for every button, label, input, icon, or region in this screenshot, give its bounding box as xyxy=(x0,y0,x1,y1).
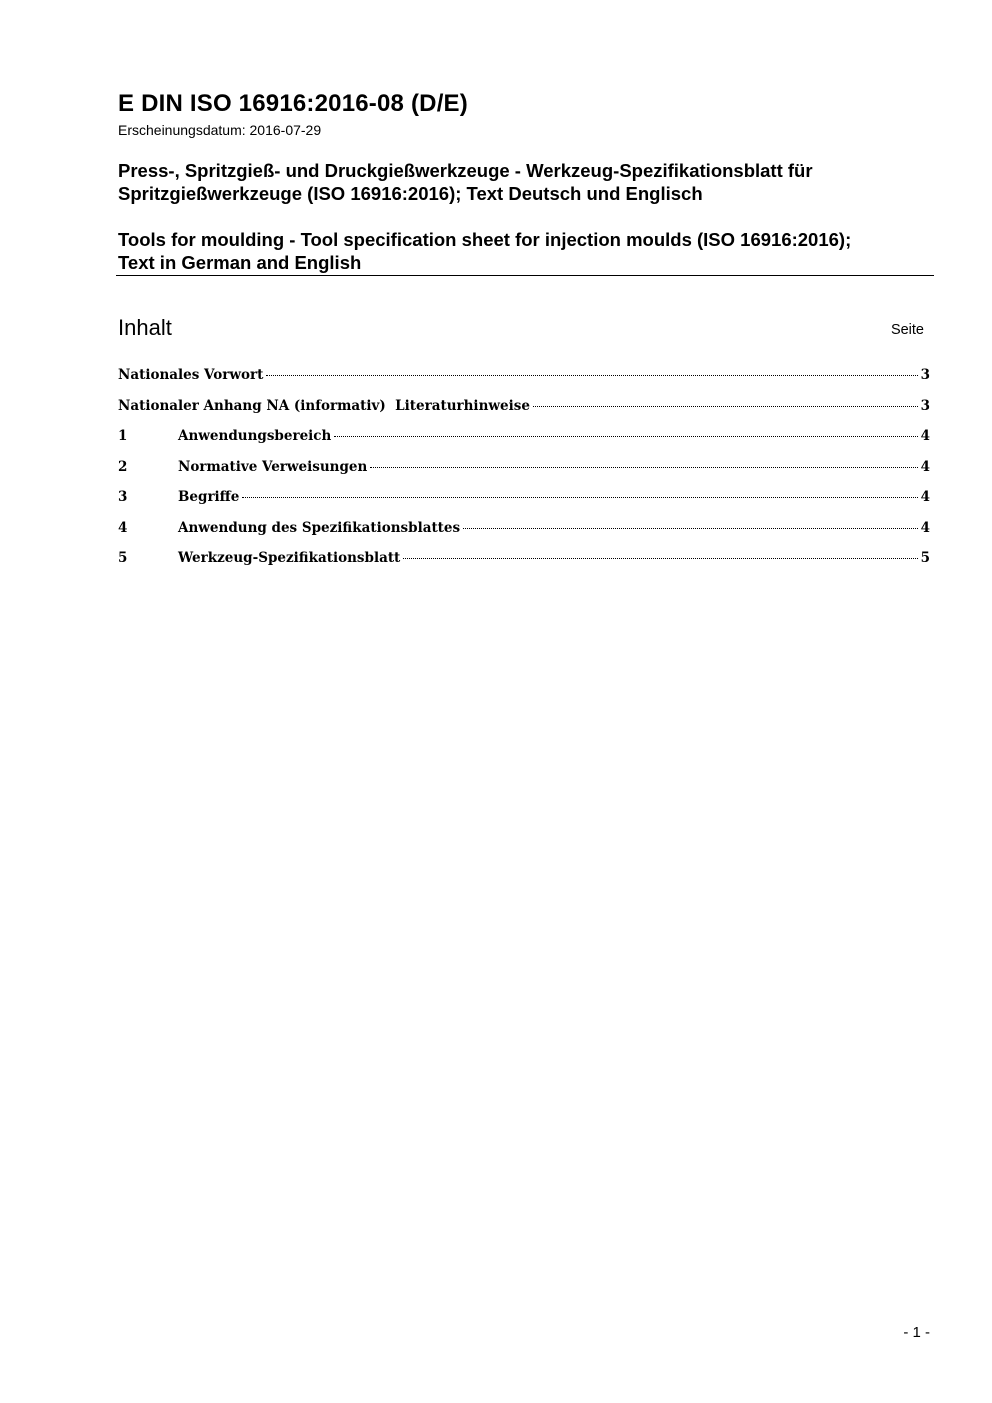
toc-entry[interactable] xyxy=(118,489,930,520)
toc-entry-page: 5 xyxy=(920,550,930,566)
toc-entry-number: 2 xyxy=(118,458,128,475)
title-english xyxy=(118,228,938,274)
toc-leader-dots xyxy=(403,558,917,559)
toc-entry-page: 4 xyxy=(920,428,930,444)
title-german xyxy=(118,159,938,205)
toc-entry[interactable] xyxy=(118,428,930,459)
toc-entry-number: 5 xyxy=(118,550,128,566)
toc-entry[interactable] xyxy=(118,459,930,490)
toc-entry-page: 4 xyxy=(920,519,930,536)
toc-entry[interactable] xyxy=(118,520,930,551)
toc-entry-title: Normative Verweisungen xyxy=(178,458,368,475)
page-number: - 1 - xyxy=(903,1324,930,1341)
toc-page-label: Seite xyxy=(890,322,924,338)
toc-entry[interactable] xyxy=(118,398,930,429)
toc-entry-page: 4 xyxy=(920,489,930,505)
toc-entry-number: 4 xyxy=(118,519,128,536)
title-divider xyxy=(116,275,934,276)
title-english-line-1: Tools for moulding - Tool specification sheet for injection moulds (ISO 16916:2016); xyxy=(118,229,852,250)
title-english-line-2: Text in German and English xyxy=(118,252,362,273)
title-german-line-1: Press-, Spritzgieß- und Druckgießwerkzeuge - Werkzeug-Spezifikationsblatt für xyxy=(118,160,813,181)
title-german-line-2: Spritzgießwerkzeuge (ISO 16916:2016); Text Deutsch und Englisch xyxy=(118,183,703,204)
toc-entry-page: 3 xyxy=(920,397,930,414)
toc-entry[interactable] xyxy=(118,367,930,398)
toc-entry-title: Nationales Vorwort xyxy=(118,367,264,383)
toc-leader-dots xyxy=(370,467,917,468)
toc-entry-page: 3 xyxy=(920,367,930,383)
toc-leader-dots xyxy=(242,497,917,498)
document-number: E DIN ISO 16916:2016-08 (D/E) xyxy=(118,90,468,117)
toc-leader-dots xyxy=(463,528,917,529)
toc-entry-number: 1 xyxy=(118,428,128,444)
toc-leader-dots xyxy=(533,406,918,407)
toc-entry-title: Nationaler Anhang NA (informativ) Literaturhinweise xyxy=(118,397,530,414)
toc-heading: Inhalt xyxy=(118,315,172,340)
toc-entry-title: Anwendung des Spezifikationsblattes xyxy=(178,519,461,536)
toc-entry-page: 4 xyxy=(920,458,930,475)
toc-entry-title: Anwendungsbereich xyxy=(178,428,332,444)
issue-date: Erscheinungsdatum: 2016-07-29 xyxy=(118,122,322,138)
toc-leader-dots xyxy=(266,375,917,376)
table-of-contents xyxy=(118,367,930,581)
toc-entry[interactable] xyxy=(118,550,930,581)
toc-entry-title: Werkzeug-Spezifikationsblatt xyxy=(178,550,401,566)
toc-entry-number: 3 xyxy=(118,489,128,505)
toc-leader-dots xyxy=(334,436,917,437)
toc-entry-title: Begriffe xyxy=(178,489,240,505)
